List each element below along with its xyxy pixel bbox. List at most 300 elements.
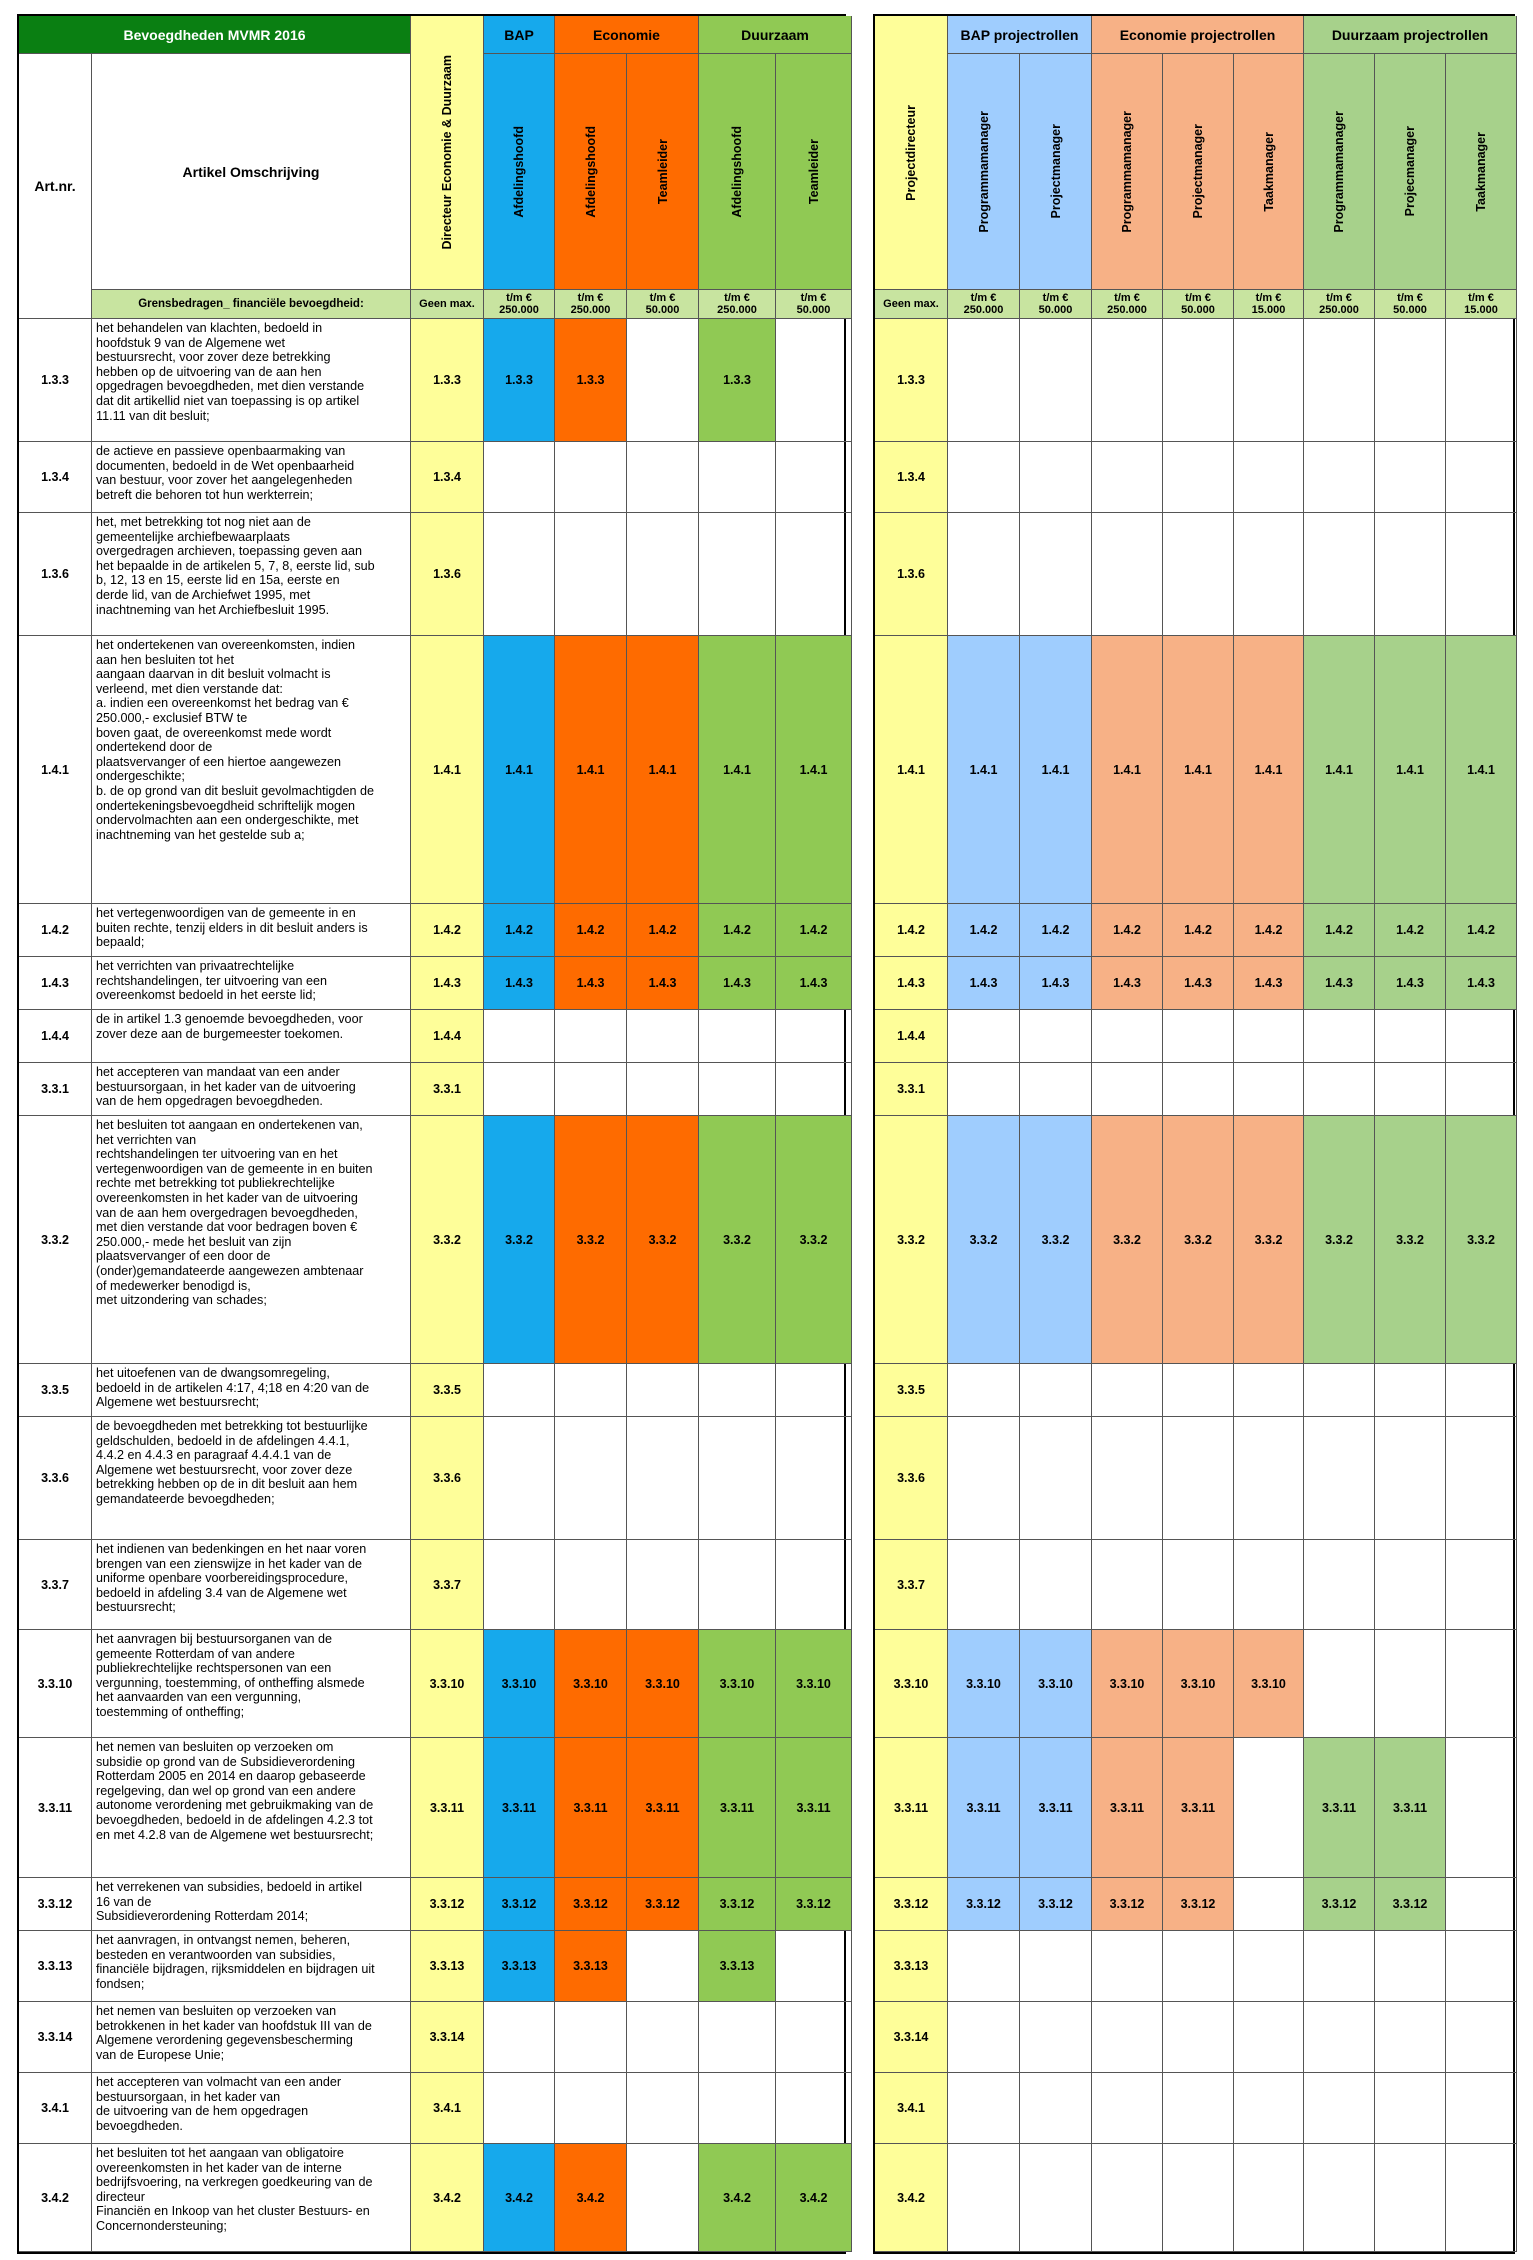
mandate-cell: [1375, 1417, 1446, 1540]
mandate-cell: [1304, 2002, 1375, 2073]
mandate-cell: [1020, 319, 1092, 442]
mandate-table-right: [873, 14, 1515, 2254]
role-header-duurzaam-projecmanager: Projecmanager: [1375, 54, 1446, 290]
mandate-cell: 3.3.10: [699, 1630, 776, 1738]
mandate-cell: [1163, 513, 1234, 636]
mandate-cell: 3.4.2: [555, 2144, 627, 2252]
article-number: 1.4.2: [19, 904, 92, 957]
article-description: het verrichten van privaatrechtelijke rechtshandelingen, ter uitvoering van een overeenkomst bedoeld in het eerste lid;: [92, 957, 411, 1010]
mandate-cell: 3.3.2: [1304, 1116, 1375, 1364]
mandate-cell: [1234, 2073, 1304, 2144]
mandate-cell: 1.4.1: [948, 636, 1020, 904]
mandate-cell: [1234, 1878, 1304, 1931]
mandate-cell: [699, 2073, 776, 2144]
mandate-cell: 3.3.12: [1092, 1878, 1163, 1931]
mandate-cell: 1.4.2: [1304, 904, 1375, 957]
role-header-economie-taakmanager: Taakmanager: [1234, 54, 1304, 290]
mandate-cell: [1234, 1063, 1304, 1116]
mandate-cell: 1.4.3: [411, 957, 484, 1010]
mandate-cell: 1.4.1: [776, 636, 852, 904]
mandate-cell: [555, 1540, 627, 1630]
mandate-cell: [948, 1364, 1020, 1417]
mandate-cell: 3.3.11: [776, 1738, 852, 1878]
limit-cell: Geen max.: [875, 290, 948, 319]
mandate-cell: [1375, 2073, 1446, 2144]
mandate-cell: [948, 1931, 1020, 2002]
article-number: 3.3.11: [19, 1738, 92, 1878]
mandate-cell: [1163, 1364, 1234, 1417]
mandate-cell: [1446, 2144, 1517, 2252]
limit-cell: t/m € 250.000: [1304, 290, 1375, 319]
mandate-cell: [1446, 1738, 1517, 1878]
mandate-cell: 1.4.1: [411, 636, 484, 904]
mandate-cell: [948, 1540, 1020, 1630]
role-header-economie-teamleider: Teamleider: [627, 54, 699, 290]
mandate-cell: [1304, 1417, 1375, 1540]
article-number: 3.3.2: [19, 1116, 92, 1364]
role-header-duurzaam-taakmanager: Taakmanager: [1446, 54, 1517, 290]
mandate-cell: [1446, 442, 1517, 513]
mandate-cell: 1.4.2: [948, 904, 1020, 957]
mandate-cell: 3.3.10: [627, 1630, 699, 1738]
limit-cell: t/m € 15.000: [1446, 290, 1517, 319]
mandate-cell: [699, 513, 776, 636]
article-description: het besluiten tot het aangaan van obligatoire overeenkomsten in het kader van de interne bedrijfsvoering, na verkregen goedkeuring van de directeur Financiën en Inkoop van het cluster Bestuurs- en Concernondersteuning;: [92, 2144, 411, 2252]
mandate-cell: 3.3.13: [875, 1931, 948, 2002]
article-description: het uitoefenen van de dwangsomregeling, bedoeld in de artikelen 4:17, 4;18 en 4:20 van de Algemene wet bestuursrecht;: [92, 1364, 411, 1417]
mandate-cell: [1446, 1010, 1517, 1063]
mandate-cell: [484, 1364, 555, 1417]
article-number: 3.4.1: [19, 2073, 92, 2144]
mandate-cell: [776, 1364, 852, 1417]
mandate-cell: [1304, 2073, 1375, 2144]
mandate-cell: [776, 1931, 852, 2002]
limit-cell: t/m € 50.000: [1375, 290, 1446, 319]
mandate-cell: 1.4.1: [1020, 636, 1092, 904]
group-header-bap-projectrollen: BAP projectrollen: [948, 16, 1092, 54]
article-description: het, met betrekking tot nog niet aan de gemeentelijke archiefbewaarplaats overgedragen archieven, toepassing geven aan het bepaalde in de artikelen 5, 7, 8, eerste lid, sub b, 12, 13 en 15, eerste lid en 15a, eerste en derde lid, van de Archiefwet 1995, met inachtneming van het Archiefbesluit 1995.: [92, 513, 411, 636]
mandate-cell: 3.3.5: [411, 1364, 484, 1417]
mandate-cell: 3.3.10: [484, 1630, 555, 1738]
mandate-cell: 3.4.2: [699, 2144, 776, 2252]
mandate-cell: [1163, 1063, 1234, 1116]
mandate-cell: [1163, 2002, 1234, 2073]
mandate-cell: 3.3.2: [1163, 1116, 1234, 1364]
mandate-cell: 3.3.7: [411, 1540, 484, 1630]
mandate-cell: [484, 513, 555, 636]
mandate-cell: [1446, 1417, 1517, 1540]
role-header-bap-programmamanager: Programmamanager: [948, 54, 1020, 290]
mandate-cell: [627, 1063, 699, 1116]
mandate-cell: [1020, 1364, 1092, 1417]
mandate-cell: [776, 319, 852, 442]
mandate-cell: 3.3.12: [875, 1878, 948, 1931]
mandate-cell: [627, 2144, 699, 2252]
mandate-cell: 3.3.11: [484, 1738, 555, 1878]
mandate-cell: [484, 2002, 555, 2073]
mandate-cell: 1.4.2: [627, 904, 699, 957]
role-header-duurzaam-programmamanager: Programmamanager: [1304, 54, 1375, 290]
role-header-bap-afdelingshoofd: Afdelingshoofd: [484, 54, 555, 290]
mandate-cell: [1375, 1931, 1446, 2002]
mandate-cell: [1446, 319, 1517, 442]
article-number: 3.3.7: [19, 1540, 92, 1630]
mandate-cell: 3.3.6: [875, 1417, 948, 1540]
mandate-cell: 1.3.3: [484, 319, 555, 442]
mandate-cell: 3.3.12: [411, 1878, 484, 1931]
article-description: de actieve en passieve openbaarmaking van documenten, bedoeld in de Wet openbaarheid van bestuur, voor zover het aangelegenheden betreft die behoren tot hun werkterrein;: [92, 442, 411, 513]
article-number: 1.3.3: [19, 319, 92, 442]
mandate-cell: [627, 2073, 699, 2144]
mandate-cell: [484, 2073, 555, 2144]
mandate-cell: [1446, 513, 1517, 636]
mandate-cell: 1.4.3: [776, 957, 852, 1010]
group-header-economie: Economie: [555, 16, 699, 54]
mandate-cell: [484, 1417, 555, 1540]
mandate-cell: 1.4.2: [411, 904, 484, 957]
mandate-cell: [1020, 1540, 1092, 1630]
mandate-cell: [1234, 442, 1304, 513]
mandate-cell: [699, 1364, 776, 1417]
mandate-cell: [776, 1540, 852, 1630]
article-number: 1.3.6: [19, 513, 92, 636]
mandate-cell: 1.4.1: [1092, 636, 1163, 904]
mandate-cell: 1.4.3: [1446, 957, 1517, 1010]
article-description: de bevoegdheden met betrekking tot bestuurlijke geldschulden, bedoeld in de afdelingen 4.4.1, 4.4.2 en 4.4.3 en paragraaf 4.4.4.1 van de Algemene wet bestuursrecht, voor zover deze betrekking hebben op de in dit besluit aan hem gemandateerde bevoegdheden;: [92, 1417, 411, 1540]
mandate-cell: 1.4.3: [1163, 957, 1234, 1010]
mandate-cell: 3.3.11: [1020, 1738, 1092, 1878]
mandate-cell: 3.3.1: [411, 1063, 484, 1116]
mandate-cell: [948, 1010, 1020, 1063]
mandate-cell: 3.3.12: [484, 1878, 555, 1931]
mandate-cell: [1234, 2002, 1304, 2073]
mandate-cell: [776, 513, 852, 636]
mandate-cell: [1163, 442, 1234, 513]
article-description: het nemen van besluiten op verzoeken van betrokkenen in het kader van hoofdstuk III van de Algemene verordening gegevensbescherming van de Europese Unie;: [92, 2002, 411, 2073]
mandate-cell: [627, 1931, 699, 2002]
mandate-cell: 3.3.10: [875, 1630, 948, 1738]
mandate-cell: 3.3.11: [627, 1738, 699, 1878]
mandate-cell: 3.3.11: [699, 1738, 776, 1878]
mandate-cell: 1.4.2: [555, 904, 627, 957]
mandate-cell: [1234, 513, 1304, 636]
article-number: 1.3.4: [19, 442, 92, 513]
mandate-cell: 3.4.2: [875, 2144, 948, 2252]
limit-cell: t/m € 250.000: [699, 290, 776, 319]
mandate-cell: [1304, 1364, 1375, 1417]
mandate-cell: 1.4.1: [1446, 636, 1517, 904]
mandate-cell: 3.3.2: [875, 1116, 948, 1364]
mandate-cell: 3.3.2: [555, 1116, 627, 1364]
mandate-cell: 3.4.2: [484, 2144, 555, 2252]
mandate-cell: [627, 442, 699, 513]
mandate-cell: [1304, 1931, 1375, 2002]
mandate-cell: 1.4.1: [1304, 636, 1375, 904]
mandate-cell: 1.4.1: [484, 636, 555, 904]
mandate-cell: [1234, 1364, 1304, 1417]
mandate-cell: 3.4.2: [776, 2144, 852, 2252]
group-header-duurzaam-projectrollen: Duurzaam projectrollen: [1304, 16, 1517, 54]
mandate-cell: 1.4.2: [1163, 904, 1234, 957]
mandate-cell: [627, 513, 699, 636]
mandate-table-left: [17, 14, 846, 2254]
mandate-cell: 3.3.11: [1092, 1738, 1163, 1878]
mandate-cell: [1446, 1630, 1517, 1738]
mandate-cell: [1375, 442, 1446, 513]
mandate-cell: 3.3.10: [948, 1630, 1020, 1738]
mandate-cell: 1.4.3: [699, 957, 776, 1010]
mandate-cell: [1234, 2144, 1304, 2252]
mandate-cell: 3.3.2: [699, 1116, 776, 1364]
mandate-cell: 3.3.5: [875, 1364, 948, 1417]
article-number: 3.3.14: [19, 2002, 92, 2073]
mandate-cell: [627, 1364, 699, 1417]
article-description: het nemen van besluiten op verzoeken om subsidie op grond van de Subsidieverordening Rotterdam 2005 en 2014 en daarop gebaseerde regelgeving, dan wel op grond van een andere autonome verordening met gebruikmaking van de bevoegdheden, bedoeld in de afdelingen 4.2.3 tot en met 4.2.8 van de Algemene wet bestuursrecht;: [92, 1738, 411, 1878]
mandate-cell: 3.3.2: [627, 1116, 699, 1364]
mandate-cell: 3.3.2: [411, 1116, 484, 1364]
mandate-cell: [1234, 1931, 1304, 2002]
mandate-cell: [699, 2002, 776, 2073]
limit-cell: Geen max.: [411, 290, 484, 319]
table-title: Bevoegdheden MVMR 2016: [19, 16, 411, 54]
mandate-cell: [484, 442, 555, 513]
mandate-cell: 1.3.4: [875, 442, 948, 513]
mandate-cell: 3.3.13: [484, 1931, 555, 2002]
mandate-cell: 3.3.12: [699, 1878, 776, 1931]
mandate-cell: [1092, 1063, 1163, 1116]
mandate-cell: 1.4.3: [875, 957, 948, 1010]
mandate-cell: [627, 319, 699, 442]
mandate-cell: 1.4.3: [1304, 957, 1375, 1010]
article-description: het verrekenen van subsidies, bedoeld in artikel 16 van de Subsidieverordening Rotterdam 2014;: [92, 1878, 411, 1931]
mandate-cell: 1.3.3: [555, 319, 627, 442]
mandate-cell: [1375, 319, 1446, 442]
mandate-cell: [1446, 1878, 1517, 1931]
article-description: de in artikel 1.3 genoemde bevoegdheden, voor zover deze aan de burgemeester toekomen.: [92, 1010, 411, 1063]
mandate-cell: [1092, 513, 1163, 636]
mandate-cell: 1.4.3: [484, 957, 555, 1010]
mandate-cell: [1163, 2073, 1234, 2144]
mandate-cell: [1375, 1010, 1446, 1063]
article-description: het vertegenwoordigen van de gemeente in en buiten rechte, tenzij elders in dit besluit anders is bepaald;: [92, 904, 411, 957]
mandate-cell: 1.4.1: [627, 636, 699, 904]
mandate-cell: 3.4.1: [411, 2073, 484, 2144]
mandate-cell: 1.3.4: [411, 442, 484, 513]
column-header-omschrijving: Artikel Omschrijving: [92, 54, 411, 290]
mandate-cell: 3.3.6: [411, 1417, 484, 1540]
mandate-cell: [627, 1417, 699, 1540]
mandate-cell: 3.3.11: [948, 1738, 1020, 1878]
mandate-cell: 1.4.2: [1375, 904, 1446, 957]
mandate-cell: 1.4.2: [484, 904, 555, 957]
mandate-cell: [1375, 2144, 1446, 2252]
mandate-cell: [1020, 442, 1092, 513]
role-header-directeur: Directeur Economie & Duurzaam: [411, 16, 484, 290]
column-header-art-nr: Art.nr.: [19, 54, 92, 319]
mandate-cell: [1092, 2144, 1163, 2252]
mandate-cell: 1.3.3: [699, 319, 776, 442]
mandate-cell: [948, 1063, 1020, 1116]
mandate-cell: [1446, 1931, 1517, 2002]
limit-cell: t/m € 250.000: [555, 290, 627, 319]
limit-cell: t/m € 250.000: [1092, 290, 1163, 319]
mandate-cell: [1163, 1540, 1234, 1630]
mandate-cell: 3.3.2: [1375, 1116, 1446, 1364]
mandate-cell: 3.3.13: [555, 1931, 627, 2002]
mandate-cell: 3.3.12: [1020, 1878, 1092, 1931]
mandate-cell: [1304, 1540, 1375, 1630]
mandate-cell: 3.3.14: [875, 2002, 948, 2073]
mandate-cell: 3.3.11: [1163, 1738, 1234, 1878]
mandate-cell: 3.3.2: [948, 1116, 1020, 1364]
mandate-cell: [1163, 1417, 1234, 1540]
mandate-cell: 1.4.4: [411, 1010, 484, 1063]
mandate-cell: 1.4.3: [627, 957, 699, 1010]
mandate-cell: 1.4.1: [1375, 636, 1446, 904]
mandate-cell: [948, 2144, 1020, 2252]
mandate-cell: 3.3.14: [411, 2002, 484, 2073]
mandate-cell: 1.3.6: [411, 513, 484, 636]
article-number: 3.3.12: [19, 1878, 92, 1931]
mandate-cell: [699, 442, 776, 513]
mandate-cell: [776, 2002, 852, 2073]
mandate-cell: [627, 1540, 699, 1630]
article-number: 3.3.6: [19, 1417, 92, 1540]
role-header-projectdirecteur: Projectdirecteur: [875, 16, 948, 290]
mandate-cell: 3.3.2: [1092, 1116, 1163, 1364]
mandate-cell: 3.3.11: [411, 1738, 484, 1878]
mandate-cell: [1092, 2073, 1163, 2144]
mandate-cell: [699, 1540, 776, 1630]
mandate-cell: [1304, 1063, 1375, 1116]
article-number: 3.3.1: [19, 1063, 92, 1116]
mandate-cell: [1092, 1540, 1163, 1630]
mandate-cell: [1234, 1738, 1304, 1878]
mandate-cell: [627, 2002, 699, 2073]
limit-cell: t/m € 15.000: [1234, 290, 1304, 319]
mandate-cell: 3.3.12: [1375, 1878, 1446, 1931]
mandate-cell: [1446, 1063, 1517, 1116]
mandate-cell: [555, 2073, 627, 2144]
article-number: 3.3.13: [19, 1931, 92, 2002]
mandate-cell: [555, 1364, 627, 1417]
mandate-cell: 1.4.1: [555, 636, 627, 904]
mandate-cell: 1.4.1: [1163, 636, 1234, 904]
mandate-cell: [1092, 1364, 1163, 1417]
mandate-cell: [699, 1417, 776, 1540]
role-header-duurzaam-afdelingshoofd: Afdelingshoofd: [699, 54, 776, 290]
mandate-cell: 3.3.11: [875, 1738, 948, 1878]
role-header-bap-projectmanager: Projectmanager: [1020, 54, 1092, 290]
mandate-cell: 1.4.1: [1234, 636, 1304, 904]
mandate-cell: [1446, 2073, 1517, 2144]
mandate-cell: [1092, 1010, 1163, 1063]
mandate-cell: [555, 1010, 627, 1063]
mandate-cell: [1304, 442, 1375, 513]
mandate-cell: [699, 1010, 776, 1063]
mandate-cell: [1304, 1630, 1375, 1738]
mandate-cell: 1.4.1: [875, 636, 948, 904]
mandate-cell: [1234, 1010, 1304, 1063]
mandate-cell: 1.4.3: [1234, 957, 1304, 1010]
mandate-cell: 3.3.12: [948, 1878, 1020, 1931]
mandate-cell: 3.3.2: [1446, 1116, 1517, 1364]
mandate-cell: 3.3.1: [875, 1063, 948, 1116]
limit-cell: t/m € 250.000: [948, 290, 1020, 319]
mandate-cell: 3.3.2: [1234, 1116, 1304, 1364]
limit-cell: t/m € 250.000: [484, 290, 555, 319]
limit-cell: t/m € 50.000: [627, 290, 699, 319]
role-header-duurzaam-teamleider: Teamleider: [776, 54, 852, 290]
mandate-cell: [484, 1540, 555, 1630]
mandate-cell: [1020, 1063, 1092, 1116]
article-number: 1.4.3: [19, 957, 92, 1010]
mandate-cell: [1092, 319, 1163, 442]
article-description: het indienen van bedenkingen en het naar voren brengen van een zienswijze in het kader van de uniforme openbare voorbereidingsprocedure, bedoeld in afdeling 3.4 van de Algemene wet bestuursrecht;: [92, 1540, 411, 1630]
mandate-cell: [1020, 2144, 1092, 2252]
article-description: het behandelen van klachten, bedoeld in hoofdstuk 9 van de Algemene wet bestuursrecht, voor zover deze betrekking hebben op de uitvoering van de aan hen opgedragen bevoegdheden, met dien verstande dat dit artikellid niet van toepassing is op artikel 11.11 van dit besluit;: [92, 319, 411, 442]
mandate-cell: 3.3.10: [1020, 1630, 1092, 1738]
mandate-cell: [1020, 513, 1092, 636]
limit-cell: t/m € 50.000: [776, 290, 852, 319]
mandate-cell: 3.3.2: [1020, 1116, 1092, 1364]
mandate-cell: 3.3.11: [555, 1738, 627, 1878]
mandate-cell: [1092, 2002, 1163, 2073]
mandate-cell: 3.3.10: [776, 1630, 852, 1738]
mandate-cell: [1234, 319, 1304, 442]
article-description: het aanvragen, in ontvangst nemen, beheren, besteden en verantwoorden van subsidies, financiële bijdragen, rijksmiddelen en bijdragen uit fondsen;: [92, 1931, 411, 2002]
mandate-cell: 1.4.3: [1020, 957, 1092, 1010]
mandate-cell: [1304, 2144, 1375, 2252]
mandate-cell: 1.4.2: [1020, 904, 1092, 957]
mandate-cell: [776, 1010, 852, 1063]
mandate-cell: [1234, 1540, 1304, 1630]
mandate-cell: 1.4.4: [875, 1010, 948, 1063]
mandate-cell: [1092, 1417, 1163, 1540]
mandate-cell: 3.4.1: [875, 2073, 948, 2144]
mandate-cell: [948, 442, 1020, 513]
mandate-cell: 1.4.1: [699, 636, 776, 904]
mandate-cell: 1.3.6: [875, 513, 948, 636]
mandate-cell: [1446, 1540, 1517, 1630]
article-description: het ondertekenen van overeenkomsten, indien aan hen besluiten tot het aangaan daarvan in dit besluit volmacht is verleend, met dien verstande dat: a. indien een overeenkomst het bedrag van € 250.000,- exclusief BTW te boven gaat, de overeenkomst mede wordt ondertekend door de plaatsvervanger of een hiertoe aangewezen ondergeschikte; b. de op grond van dit besluit gevolmachtigden de ondertekeningsbevoegdheid schriftelijk mogen ondervolmachten aan een ondergeschikte, met inachtneming van het gestelde sub a;: [92, 636, 411, 904]
mandate-cell: 1.4.2: [875, 904, 948, 957]
limit-cell: t/m € 50.000: [1163, 290, 1234, 319]
mandate-cell: [1020, 1417, 1092, 1540]
mandate-cell: 3.3.12: [1304, 1878, 1375, 1931]
article-description: het accepteren van volmacht van een ander bestuursorgaan, in het kader van de uitvoering van de hem opgedragen bevoegdheden.: [92, 2073, 411, 2144]
mandate-cell: [1446, 1364, 1517, 1417]
mandate-cell: 3.3.12: [776, 1878, 852, 1931]
article-description: het accepteren van mandaat van een ander bestuursorgaan, in het kader van de uitvoering van de hem opgedragen bevoegdheden.: [92, 1063, 411, 1116]
mandate-cell: 3.3.10: [1092, 1630, 1163, 1738]
mandate-cell: [776, 1063, 852, 1116]
mandate-cell: 3.3.2: [484, 1116, 555, 1364]
mandate-cell: [1375, 1540, 1446, 1630]
mandate-cell: 3.3.2: [776, 1116, 852, 1364]
mandate-cell: 3.3.13: [411, 1931, 484, 2002]
mandate-cell: 3.3.10: [555, 1630, 627, 1738]
article-number: 3.3.10: [19, 1630, 92, 1738]
article-number: 3.3.5: [19, 1364, 92, 1417]
mandate-cell: 3.3.7: [875, 1540, 948, 1630]
mandate-cell: 3.3.10: [411, 1630, 484, 1738]
mandate-cell: 1.3.3: [411, 319, 484, 442]
limit-band-label: Grensbedragen_ financiële bevoegdheid:: [92, 290, 411, 319]
group-header-duurzaam: Duurzaam: [699, 16, 852, 54]
mandate-cell: 1.4.3: [1375, 957, 1446, 1010]
mandate-cell: 1.4.3: [555, 957, 627, 1010]
